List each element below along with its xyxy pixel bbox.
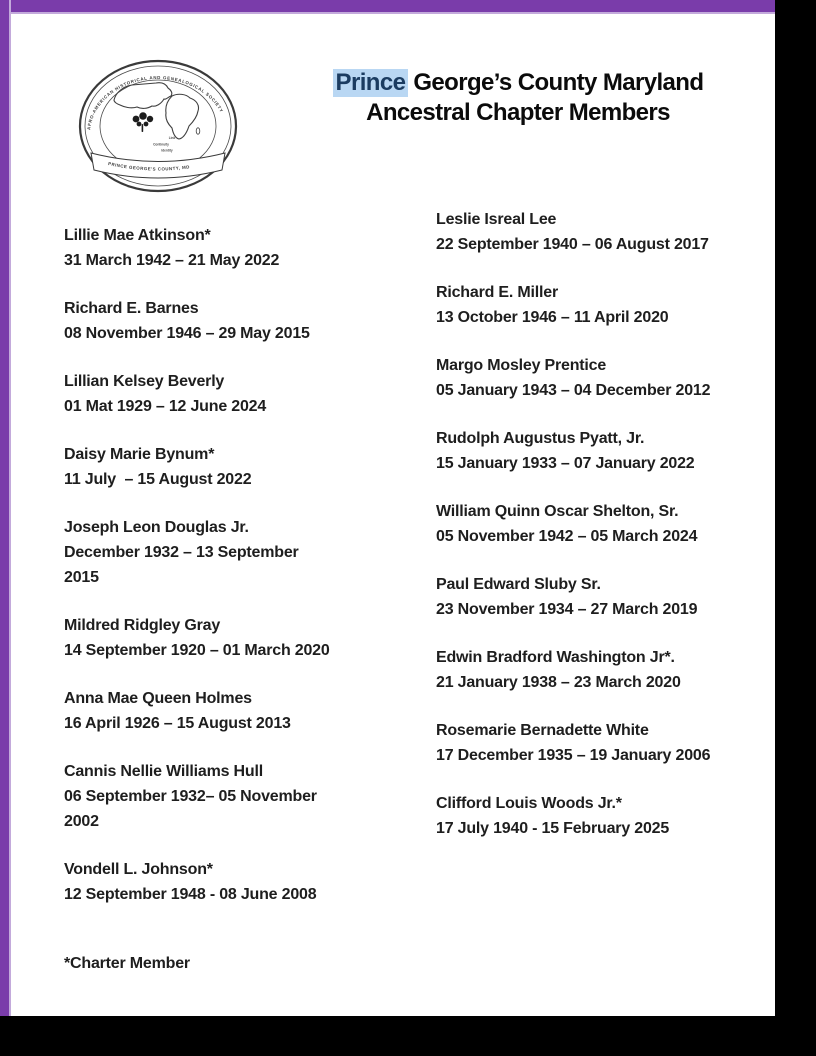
member-dates: 17 July 1940 - 15 February 2025 bbox=[436, 820, 670, 837]
member-dates: 08 November 1946 – 29 May 2015 bbox=[64, 325, 310, 342]
member-dates: 12 September 1948 - 08 June 2008 bbox=[64, 886, 317, 903]
member-dates: 05 November 1942 – 05 March 2024 bbox=[436, 528, 698, 545]
member-entry bbox=[436, 353, 771, 403]
aahgs-chapter-seal-logo bbox=[76, 58, 240, 198]
member-entry bbox=[64, 223, 394, 273]
member-dates: 22 September 1940 – 06 August 2017 bbox=[436, 236, 709, 253]
border-fringe bbox=[0, 12, 816, 14]
member-dates: 17 December 1935 – 19 January 2006 bbox=[436, 747, 711, 764]
scan-crop-right bbox=[775, 0, 816, 1056]
member-name: Joseph Leon Douglas Jr. bbox=[64, 519, 249, 536]
member-dates: 13 October 1946 – 11 April 2020 bbox=[436, 309, 669, 326]
member-dates: 01 Mat 1929 – 12 June 2024 bbox=[64, 398, 267, 415]
member-entry bbox=[436, 645, 771, 695]
page-border-left bbox=[0, 0, 9, 1018]
page-title bbox=[288, 68, 748, 128]
member-dates: 21 January 1938 – 23 March 2020 bbox=[436, 674, 681, 691]
member-name: Cannis Nellie Williams Hull bbox=[64, 763, 263, 780]
svg-text:Identity: Identity bbox=[161, 148, 173, 153]
member-name: Lillian Kelsey Beverly bbox=[64, 373, 225, 390]
member-dates: 2002 bbox=[64, 813, 99, 830]
title-line-1 bbox=[288, 68, 748, 98]
member-entry bbox=[436, 718, 771, 768]
member-entry bbox=[64, 857, 394, 907]
member-name: Edwin Bradford Washington Jr*. bbox=[436, 649, 675, 666]
charter-member-footnote: *Charter Member bbox=[64, 955, 190, 972]
member-dates: 15 January 1933 – 07 January 2022 bbox=[436, 455, 695, 472]
title-rest: George’s County Maryland bbox=[413, 69, 704, 96]
member-entry bbox=[64, 369, 394, 419]
member-entry bbox=[64, 759, 394, 834]
member-name: William Quinn Oscar Shelton, Sr. bbox=[436, 503, 679, 520]
member-name: Daisy Marie Bynum* bbox=[64, 446, 215, 463]
member-entry bbox=[436, 791, 771, 841]
member-dates: 2015 bbox=[64, 569, 99, 586]
member-name: Margo Mosley Prentice bbox=[436, 357, 607, 374]
member-name: Anna Mae Queen Holmes bbox=[64, 690, 252, 707]
member-entry bbox=[436, 280, 771, 330]
highlighted-word: Prince bbox=[333, 69, 409, 97]
member-name: Rosemarie Bernadette White bbox=[436, 722, 649, 739]
page-border-top bbox=[0, 0, 816, 12]
member-entry bbox=[64, 613, 394, 663]
member-name: Rudolph Augustus Pyatt, Jr. bbox=[436, 430, 645, 447]
member-dates: December 1932 – 13 September bbox=[64, 544, 299, 561]
svg-text:Link: Link bbox=[168, 136, 176, 140]
member-dates: 31 March 1942 – 21 May 2022 bbox=[64, 252, 280, 269]
members-column-right bbox=[436, 207, 771, 864]
members-column-left bbox=[64, 223, 394, 976]
member-entry bbox=[64, 296, 394, 346]
member-entry bbox=[64, 686, 394, 736]
member-entry bbox=[64, 515, 394, 590]
member-name: Lillie Mae Atkinson* bbox=[64, 227, 211, 244]
member-dates: 11 July – 15 August 2022 bbox=[64, 471, 252, 488]
member-dates: 06 September 1932– 05 November bbox=[64, 788, 317, 805]
member-name: Richard E. Miller bbox=[436, 284, 558, 301]
member-name: Richard E. Barnes bbox=[64, 300, 199, 317]
member-entry bbox=[436, 499, 771, 549]
scan-crop-bottom bbox=[0, 1016, 816, 1056]
member-name: Mildred Ridgley Gray bbox=[64, 617, 221, 634]
member-name: Leslie Isreal Lee bbox=[436, 211, 557, 228]
svg-text:Continuity: Continuity bbox=[153, 142, 169, 147]
member-entry bbox=[436, 207, 771, 257]
member-dates: 14 September 1920 – 01 March 2020 bbox=[64, 642, 330, 659]
member-name: Clifford Louis Woods Jr.* bbox=[436, 795, 622, 812]
member-name: Paul Edward Sluby Sr. bbox=[436, 576, 601, 593]
member-entry bbox=[436, 572, 771, 622]
member-dates: 23 November 1934 – 27 March 2019 bbox=[436, 601, 698, 618]
title-line-2: Ancestral Chapter Members bbox=[366, 99, 670, 126]
member-dates: 05 January 1943 – 04 December 2012 bbox=[436, 382, 711, 399]
member-entry bbox=[64, 442, 394, 492]
border-fringe bbox=[9, 0, 11, 1018]
seal-banner-text: PRINCE GEORGE'S COUNTY, MD bbox=[107, 160, 191, 172]
member-name: Vondell L. Johnson* bbox=[64, 861, 213, 878]
member-dates: 16 April 1926 – 15 August 2013 bbox=[64, 715, 291, 732]
seal-ring-text: AFRO-AMERICAN HISTORICAL AND GENEALOGICAL SOCIETY bbox=[86, 74, 225, 131]
member-entry bbox=[436, 426, 771, 476]
